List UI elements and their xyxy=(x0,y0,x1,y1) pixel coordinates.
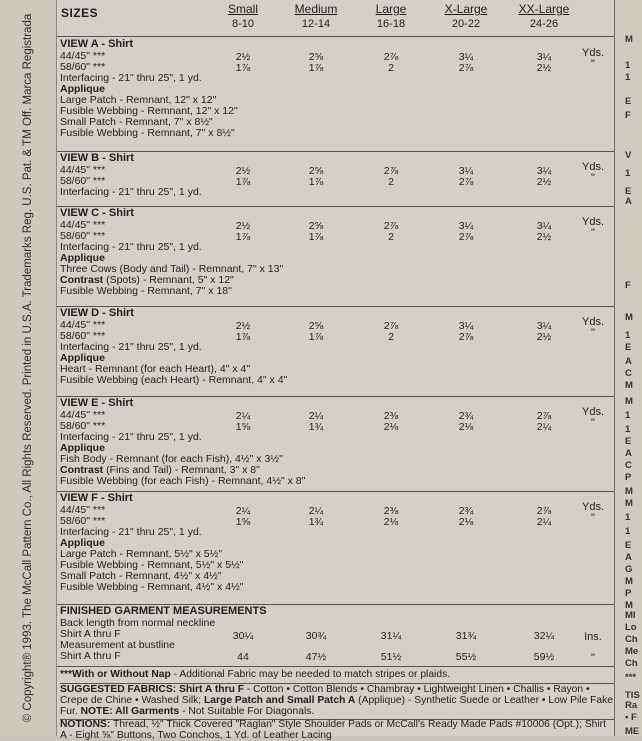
note-text: Applique xyxy=(60,252,105,264)
yardage-value: 2⅞ xyxy=(536,505,552,517)
fgm-bustline: Measurement at bustline xyxy=(60,639,175,651)
note-text: (Fins and Tail) - Remnant, 3" x 8" xyxy=(103,464,260,476)
fabric-width-label: 58/60" *** xyxy=(60,230,106,242)
adjacent-column-fragment: M xyxy=(625,396,633,407)
adjacent-column-fragment: M xyxy=(625,498,633,509)
fabric-width-label: 58/60" *** xyxy=(60,420,106,432)
yardage-value: 2⅛ xyxy=(383,421,399,433)
yardage-value: 3¼ xyxy=(536,51,552,63)
yardage-unit: Yds. xyxy=(581,406,604,418)
adjacent-column-fragment: Me xyxy=(625,646,639,657)
view-title: VIEW C - Shirt xyxy=(60,207,134,219)
fgm-unit-2: " xyxy=(591,652,595,664)
notions-lead: NOTIONS: xyxy=(60,719,111,730)
suggested-text-3: - Not Suitable For Diagonals. xyxy=(179,706,315,717)
yardage-value: 2¾ xyxy=(458,505,474,517)
fabric-width-label: 44/45" *** xyxy=(60,319,106,331)
adjacent-column-fragment: F xyxy=(625,110,631,121)
yardage-value: 2⅞ xyxy=(383,165,399,177)
note-text: Interfacing - 21" thru 25", 1 yd. xyxy=(60,241,202,253)
note-text: Applique xyxy=(60,352,105,364)
adjacent-column-fragment: G xyxy=(625,564,633,575)
suggested-bold-3: NOTE: All Garments xyxy=(80,706,180,717)
yardage-value: 2⅛ xyxy=(383,516,399,528)
yardage-value: 2½ xyxy=(235,220,251,232)
note-text: Fish Body - Remnant (for each Fish), 4½" x 3½" xyxy=(60,453,283,465)
yardage-unit: " xyxy=(591,512,595,524)
yardage-value: 2 xyxy=(388,176,394,188)
note-text: Fusible Webbing - Remnant, 12" x 12" xyxy=(60,105,238,117)
contrast-lead: Contrast xyxy=(60,274,104,286)
view-section xyxy=(57,306,614,397)
adjacent-column-fragment: Ch xyxy=(625,634,638,645)
note-text: Fusible Webbing (for each Fish) - Remnant, 4½" x 8" xyxy=(60,475,306,487)
yardage-value: 2⅞ xyxy=(458,231,474,243)
adjacent-column-fragment: M xyxy=(625,576,633,587)
notions-text: Thread, ½" Thick Covered "Raglan" Style Shoulder Pads or McCall's Ready Made Pads #10006 (Opt.); Shirt A - Eight ⅝" Buttons, Two Conchos, 1 Yd. of Leather Lacing xyxy=(60,719,606,741)
yardage-value: 2⅞ xyxy=(458,62,474,74)
fgm-unit: Ins. xyxy=(584,631,602,643)
fabric-width-label: 58/60" *** xyxy=(60,515,106,527)
yardage-unit: " xyxy=(591,227,595,239)
view-section xyxy=(57,396,614,492)
fabric-width-label: 44/45" *** xyxy=(60,504,106,516)
adjacent-column-fragment: 1 xyxy=(625,410,631,421)
note-text: Heart - Remnant (for each Heart), 4" x 4" xyxy=(60,363,251,375)
adjacent-column-fragment: A xyxy=(625,356,632,367)
yardage-value: 1¾ xyxy=(308,516,324,528)
yardage-value: 2⅛ xyxy=(458,421,474,433)
note-text: Interfacing - 21" thru 25", 1 yd. xyxy=(60,431,202,443)
yardage-value: 3¼ xyxy=(536,165,552,177)
yardage-value: 2⅜ xyxy=(383,410,399,422)
adjacent-column-fragment: M xyxy=(625,600,633,611)
fabric-width-label: 58/60" *** xyxy=(60,175,106,187)
view-title: VIEW B - Shirt xyxy=(60,152,134,164)
contrast-lead: Contrast xyxy=(60,464,104,476)
yardage-value: 2⅞ xyxy=(383,320,399,332)
adjacent-column-fragment: E xyxy=(625,540,632,551)
nap-note xyxy=(60,669,614,684)
yardage-value: 1⅝ xyxy=(235,516,251,528)
note-text: Interfacing - 21" thru 25", 1 yd. xyxy=(60,186,202,198)
fabric-width-label: 58/60" *** xyxy=(60,330,106,342)
adjacent-column-fragment: 1 xyxy=(625,168,631,179)
yardage-value: 3¼ xyxy=(458,165,474,177)
fgm-bust-large: 51½ xyxy=(380,651,402,663)
yardage-value: 2 xyxy=(388,231,394,243)
view-section xyxy=(57,206,614,307)
yardage-value: 2¼ xyxy=(536,516,552,528)
size-large-range: 16-18 xyxy=(376,18,406,30)
yardage-value: 1⅞ xyxy=(235,176,251,188)
yardage-value: 2½ xyxy=(536,176,552,188)
fabric-width-label: 44/45" *** xyxy=(60,50,106,62)
yardage-unit: Yds. xyxy=(581,216,604,228)
yardage-value: 1¾ xyxy=(308,421,324,433)
yardage-value: 2⅞ xyxy=(383,220,399,232)
view-section xyxy=(57,37,614,152)
size-small-name: Small xyxy=(227,2,258,16)
fgm-bust-xxlarge: 59½ xyxy=(533,651,555,663)
note-line xyxy=(60,476,305,487)
view-title: VIEW E - Shirt xyxy=(60,397,134,409)
note-text: Applique xyxy=(60,83,105,95)
adjacent-column-fragment: E xyxy=(625,96,632,107)
sizes-header xyxy=(57,0,614,37)
note-text: Large Patch - Remnant, 5½" x 5½" xyxy=(60,548,223,560)
size-small-range: 8-10 xyxy=(231,18,255,30)
adjacent-column-fragment: M xyxy=(625,312,633,323)
note-text: Interfacing - 21" thru 25", 1 yd. xyxy=(60,341,202,353)
adjacent-column-fragment: F xyxy=(625,280,631,291)
yardage-value: 2½ xyxy=(536,331,552,343)
adjacent-column-fragment: M xyxy=(625,380,633,391)
note-line xyxy=(60,187,202,198)
note-line xyxy=(60,375,287,386)
suggested-bold-2: Large Patch and Small Patch A xyxy=(204,695,356,706)
finished-garment-measurements xyxy=(57,604,614,667)
adjacent-column-fragment: ME xyxy=(625,726,640,737)
note-text: Fusible Webbing (each Heart) - Remnant, 4" x 4" xyxy=(60,374,288,386)
note-text: Fusible Webbing - Remnant, 5½" x 5½" xyxy=(60,559,244,571)
yardage-value: 2½ xyxy=(536,62,552,74)
suggested-text-1: - Cotton • Cotton Blends • Chambray • Lightweight Linen • Challis • Rayon • Crepe de Chine • Washed Silk; xyxy=(60,684,590,706)
adjacent-column-fragment: C xyxy=(625,460,632,471)
notions xyxy=(60,719,610,741)
fgm-title: FINISHED GARMENT MEASUREMENTS xyxy=(60,605,267,617)
note-text: Interfacing - 21" thru 25", 1 yd. xyxy=(60,526,202,538)
yardage-value: 1⅝ xyxy=(235,421,251,433)
adjacent-column-fragment: Ra xyxy=(625,700,638,711)
yardage-value: 2¼ xyxy=(308,505,324,517)
adjacent-column-fragment: Lo xyxy=(625,622,637,633)
adjacent-column-fragment: 1 xyxy=(625,72,631,83)
sizes-label: SIZES xyxy=(61,6,99,20)
note-text: Fusible Webbing - Remnant, 4½" x 4½" xyxy=(60,581,244,593)
yardage-value: 1⅞ xyxy=(308,176,324,188)
adjacent-column-fragment: TIS xyxy=(625,690,640,701)
adjacent-column-fragment: A xyxy=(625,552,632,563)
adjacent-column-fragment: A xyxy=(625,196,632,207)
yardage-value: 2 xyxy=(388,62,394,74)
note-text: Large Patch - Remnant, 12" x 12" xyxy=(60,94,217,106)
adjacent-column-fragment: *** xyxy=(625,672,637,683)
adjacent-column-fragment: 1 xyxy=(625,330,631,341)
yardage-value: 1⅞ xyxy=(308,331,324,343)
yardage-unit: " xyxy=(591,417,595,429)
adjacent-column-fragment: E xyxy=(625,436,632,447)
fgm-back-xxlarge: 32¼ xyxy=(533,630,555,642)
yardage-unit: " xyxy=(591,327,595,339)
adjacent-column-fragment: 1 xyxy=(625,512,631,523)
adjacent-column-fragment: E xyxy=(625,186,632,197)
yardage-unit: Yds. xyxy=(581,47,604,59)
note-text: Interfacing - 21" thru 25", 1 yd. xyxy=(60,72,202,84)
adjacent-column-fragment: V xyxy=(625,150,632,161)
size-xlarge-range: 20-22 xyxy=(451,18,481,30)
size-xxlarge-range: 24-26 xyxy=(529,18,559,30)
note-text: Applique xyxy=(60,442,105,454)
yardage-value: 2⅝ xyxy=(308,320,324,332)
fgm-back-length: Back length from normal neckline xyxy=(60,617,216,629)
yardage-value: 2½ xyxy=(536,231,552,243)
adjacent-column-fragment: M xyxy=(625,34,633,45)
nap-note-text: - Additional Fabric may be needed to match stripes or plaids. xyxy=(170,669,451,680)
yardage-value: 2⅜ xyxy=(383,505,399,517)
yardage-value: 2⅛ xyxy=(458,516,474,528)
yardage-unit: Yds. xyxy=(581,501,604,513)
fgm-bust-xlarge: 55½ xyxy=(455,651,477,663)
fgm-back-xlarge: 31¾ xyxy=(455,630,477,642)
fgm-shirt-a-f: Shirt A thru F xyxy=(60,628,121,640)
copyright-strip xyxy=(0,0,57,736)
size-medium-name: Medium xyxy=(294,2,338,16)
yardage-value: 2⅞ xyxy=(458,331,474,343)
size-large-name: Large xyxy=(375,2,407,16)
yardage-value: 3¼ xyxy=(536,220,552,232)
yardage-value: 2¼ xyxy=(235,410,251,422)
yardage-value: 3¼ xyxy=(458,220,474,232)
fgm-bust-medium: 47½ xyxy=(305,651,327,663)
yardage-unit: " xyxy=(591,172,595,184)
note-text: Applique xyxy=(60,537,105,549)
yardage-value: 2¼ xyxy=(536,421,552,433)
adjacent-column-fragment: P xyxy=(625,472,632,483)
fgm-back-large: 31¼ xyxy=(380,630,402,642)
view-section xyxy=(57,151,614,207)
note-text: Fusible Webbing - Remnant, 7" x 8½" xyxy=(60,127,235,139)
note-line xyxy=(60,286,232,297)
suggested-fabrics xyxy=(60,684,614,720)
size-medium-range: 12-14 xyxy=(301,18,331,30)
fgm-bust-small: 44 xyxy=(237,651,249,663)
yardage-value: 2¾ xyxy=(458,410,474,422)
fabric-width-label: 58/60" *** xyxy=(60,61,106,73)
yardage-value: 2 xyxy=(388,331,394,343)
yardage-value: 1⅞ xyxy=(235,231,251,243)
yardage-value: 3¼ xyxy=(458,51,474,63)
pattern-back-sheet xyxy=(57,0,614,741)
adjacent-column-fragment: A xyxy=(625,448,632,459)
adjacent-column-fragment: 1 xyxy=(625,424,631,435)
adjacent-column-fragment: M xyxy=(625,486,633,497)
yardage-value: 2½ xyxy=(235,51,251,63)
nap-note-lead: ***With or Without Nap xyxy=(60,669,171,680)
note-text: Fusible Webbing - Remnant, 7" x 18" xyxy=(60,285,232,297)
note-line xyxy=(60,128,235,139)
yardage-value: 3¼ xyxy=(458,320,474,332)
yardage-value: 2⅞ xyxy=(458,176,474,188)
view-section xyxy=(57,491,614,605)
view-title: VIEW A - Shirt xyxy=(60,38,134,50)
adjacent-column-fragment: MI xyxy=(625,610,636,621)
size-xxlarge-name: XX-Large xyxy=(518,2,570,16)
view-title: VIEW F - Shirt xyxy=(60,492,133,504)
fabric-width-label: 44/45" *** xyxy=(60,409,106,421)
adjacent-column-fragment: 1 xyxy=(625,526,631,537)
adjacent-column-strip xyxy=(614,0,642,736)
yardage-value: 1⅞ xyxy=(308,62,324,74)
suggested-text-2: (Applique) - Synthetic Suede or Leather • Low Pile Fake Fur. xyxy=(60,695,614,717)
adjacent-column-fragment: Ch xyxy=(625,658,638,669)
yardage-unit: Yds. xyxy=(581,161,604,173)
fabric-width-label: 44/45" *** xyxy=(60,164,106,176)
yardage-value: 2⅝ xyxy=(308,51,324,63)
adjacent-column-fragment: C xyxy=(625,368,632,379)
yardage-unit: " xyxy=(591,58,595,70)
note-text: (Spots) - Remnant, 5" x 12" xyxy=(103,274,234,286)
adjacent-column-fragment: E xyxy=(625,342,632,353)
yardage-value: 1⅞ xyxy=(235,331,251,343)
yardage-unit: Yds. xyxy=(581,316,604,328)
yardage-value: 2⅞ xyxy=(536,410,552,422)
fgm-back-medium: 30¾ xyxy=(305,630,327,642)
note-text: Small Patch - Remnant, 4½" x 4½" xyxy=(60,570,222,582)
fgm-back-small: 30¼ xyxy=(232,630,254,642)
fabric-width-label: 44/45" *** xyxy=(60,219,106,231)
yardage-value: 2⅝ xyxy=(308,220,324,232)
size-xlarge-name: X-Large xyxy=(444,2,488,16)
yardage-value: 1⅞ xyxy=(308,231,324,243)
note-text: Three Cows (Body and Tail) - Remnant, 7" x 13" xyxy=(60,263,284,275)
yardage-value: 2⅝ xyxy=(308,165,324,177)
adjacent-column-fragment: • F xyxy=(625,712,637,723)
yardage-value: 1⅞ xyxy=(235,62,251,74)
adjacent-column-fragment: 1 xyxy=(625,60,631,71)
suggested-lead: SUGGESTED FABRICS: Shirt A thru F xyxy=(60,684,245,695)
copyright-text: © Copyright® 1993. The McCall Pattern Co., All Rights Reserved. Printed in U.S.A. Trademarks Reg. U.S. Pat. & TM Off. Marca Registrada xyxy=(22,13,34,723)
yardage-value: 2½ xyxy=(235,320,251,332)
fgm-shirt-a-f-2: Shirt A thru F xyxy=(60,650,121,662)
yardage-value: 2½ xyxy=(235,165,251,177)
yardage-value: 3¼ xyxy=(536,320,552,332)
yardage-value: 2⅞ xyxy=(383,51,399,63)
view-title: VIEW D - Shirt xyxy=(60,307,134,319)
yardage-value: 2¼ xyxy=(308,410,324,422)
note-text: Small Patch - Remnant, 7" x 8½" xyxy=(60,116,213,128)
adjacent-column-fragment: P xyxy=(625,588,632,599)
note-line xyxy=(60,582,244,593)
yardage-value: 2¼ xyxy=(235,505,251,517)
